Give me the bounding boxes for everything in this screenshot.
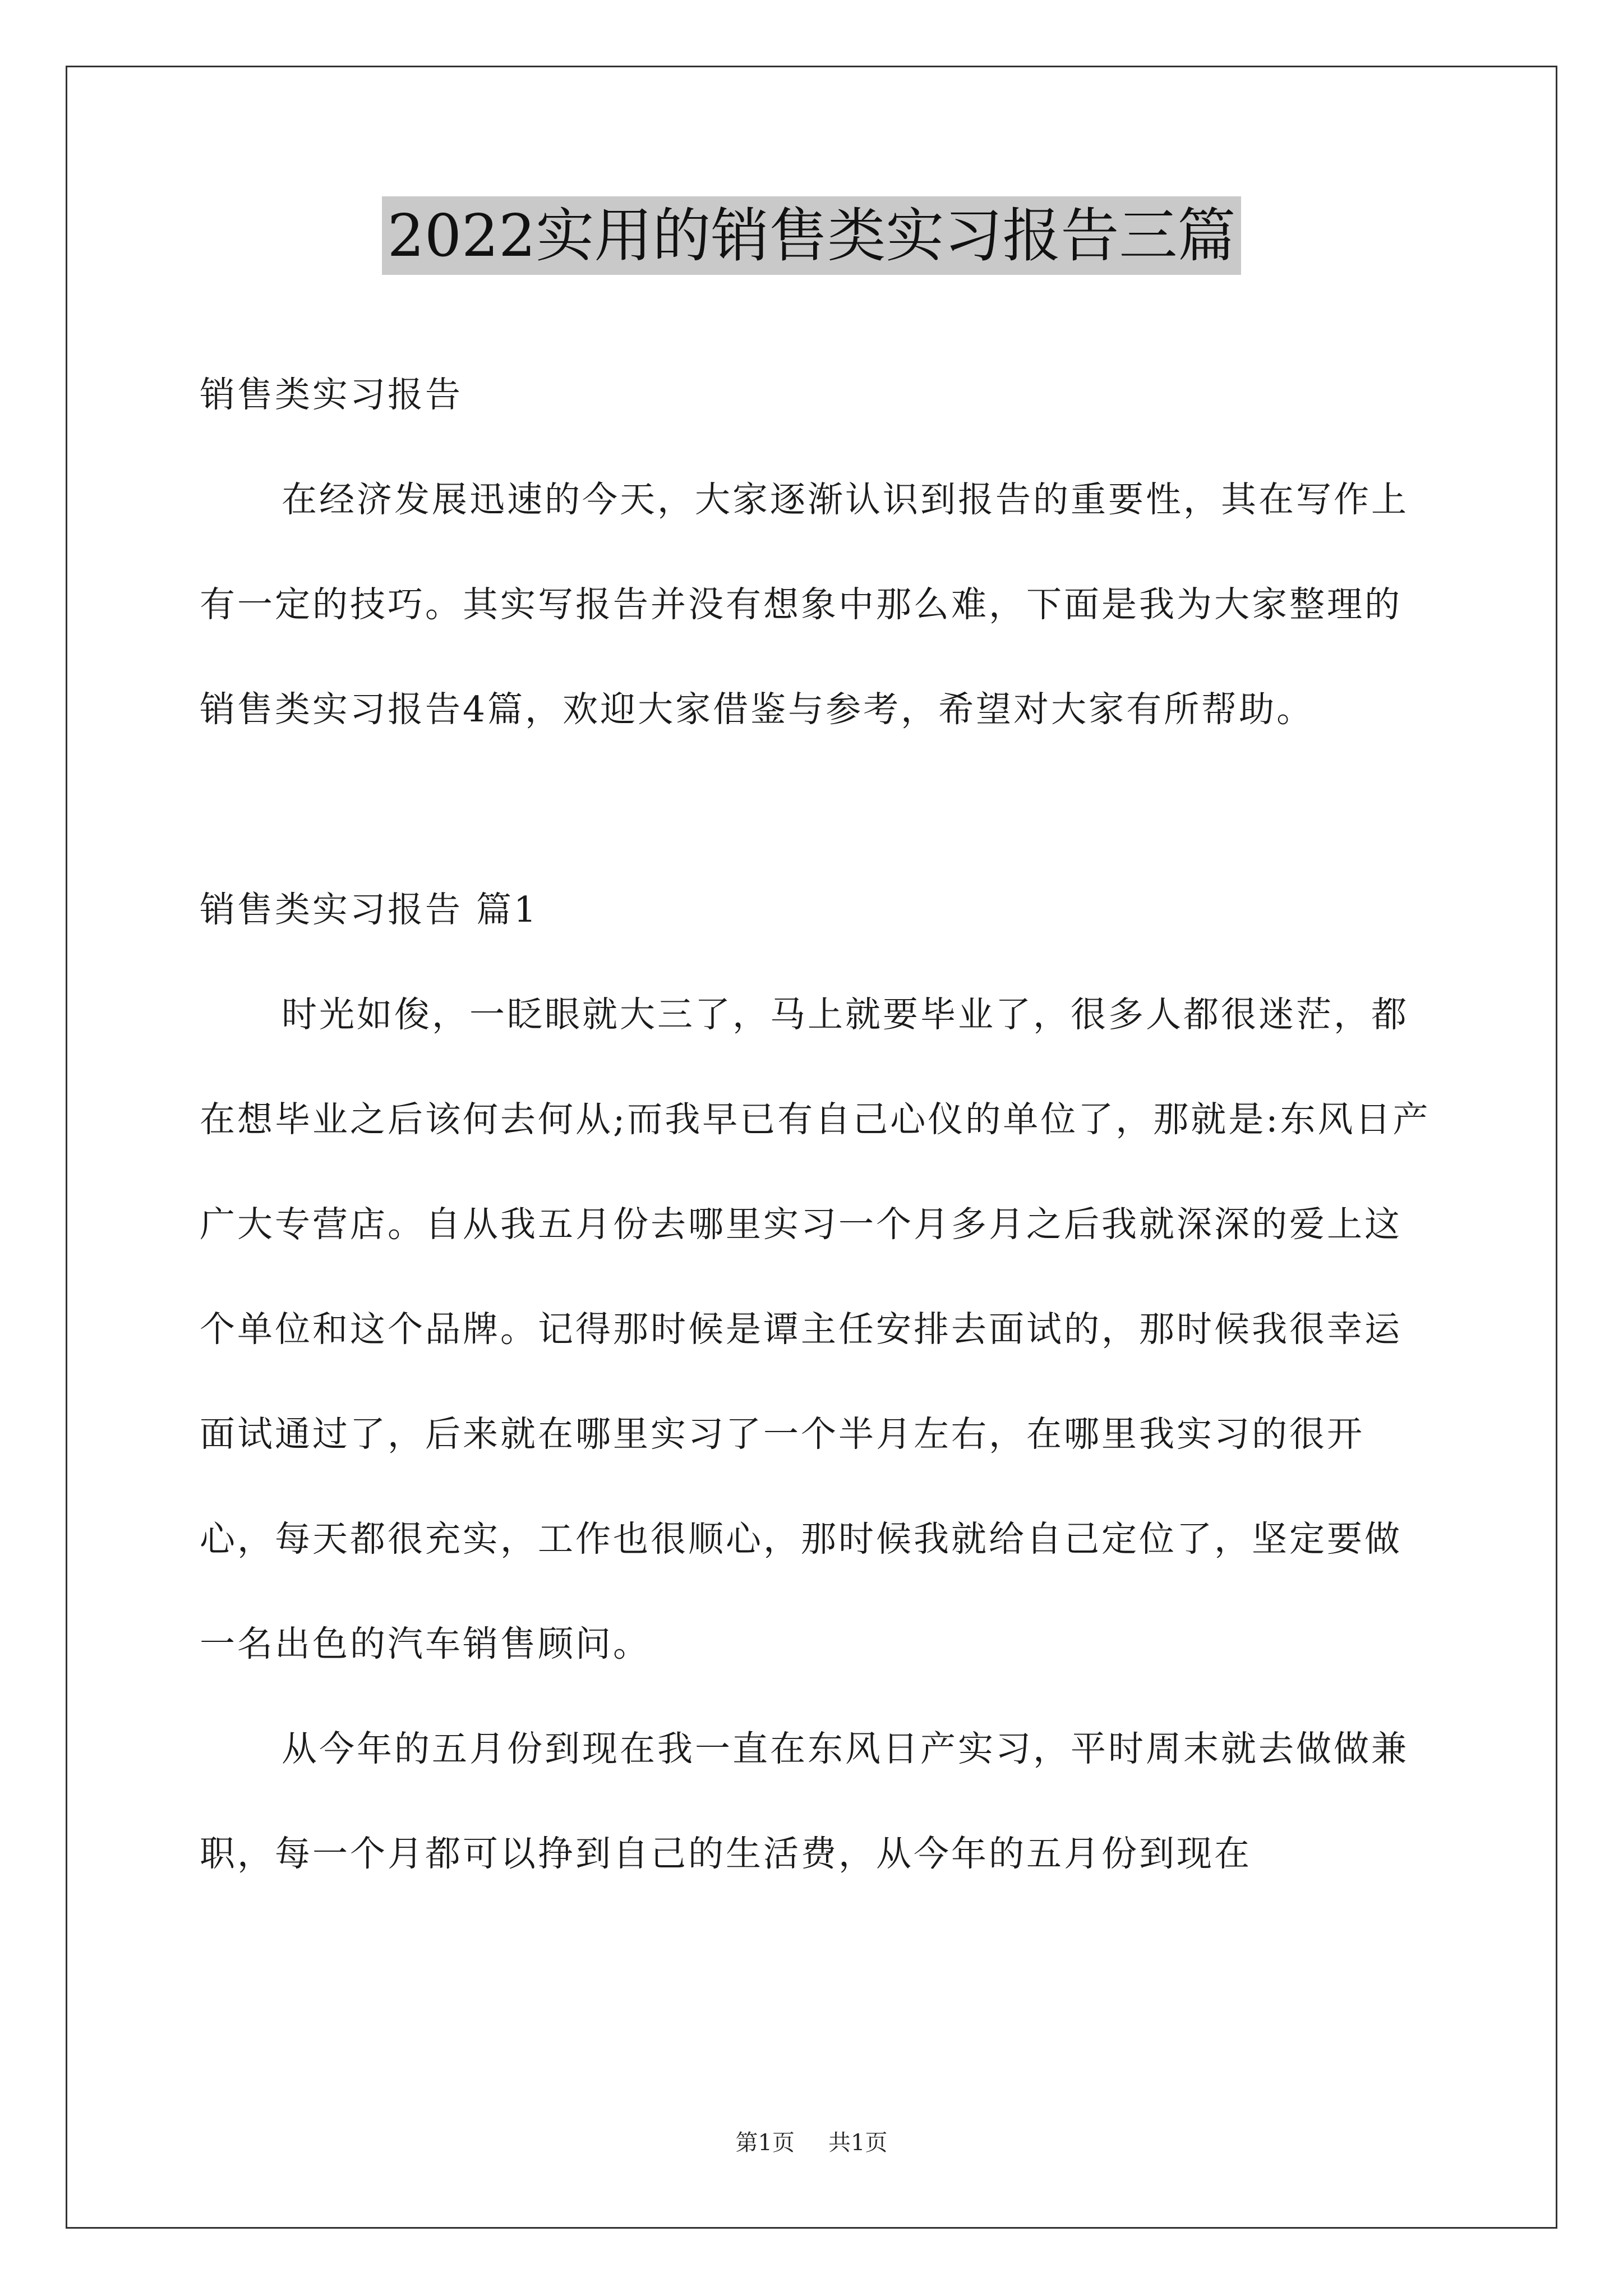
section-heading: 销售类实习报告 篇1 xyxy=(200,889,539,930)
intro-paragraph: 在经济发展迅速的今天，大家逐渐认识到报告的重要性，其在写作上有一定的技巧。其实写报告并没有想象中那么难，下面是我为大家整理的销售类实习报告4篇，欢迎大家借鉴与参考，希望对大家有所帮助。 xyxy=(200,479,1409,730)
document-body xyxy=(200,342,1433,1906)
page-footer xyxy=(0,2129,1623,2157)
title-block xyxy=(0,196,1623,275)
section-paragraph-2: 从今年的五月份到现在我一直在东风日产实习，平时周末就去做做兼职，每一个月都可以挣到自己的生活费，从今年的五月份到现在 xyxy=(200,1728,1409,1874)
section-paragraph-1: 时光如俊，一眨眼就大三了，马上就要毕业了，很多人都很迷茫，都在想毕业之后该何去何从;而我早已有自己心仪的单位了，那就是:东风日产广大专营店。自从我五月份去哪里实习一个月多月之后我就深深的爱上这个单位和这个品牌。记得那时候是谭主任安排去面试的，那时候我很幸运面试通过了，后来就在哪里实习了一个半月左右，在哪里我实习的很开心，每天都很充实，工作也很顺心，那时候我就给自己定位了，坚定要做一名出色的汽车销售顾问。 xyxy=(200,994,1431,1664)
section-spacer xyxy=(200,762,1433,857)
page-total: 共1页 xyxy=(828,2130,888,2156)
document-title: 2022实用的销售类实习报告三篇 xyxy=(382,196,1242,275)
page-number: 第1页 xyxy=(735,2130,795,2156)
intro-heading: 销售类实习报告 xyxy=(200,374,463,415)
